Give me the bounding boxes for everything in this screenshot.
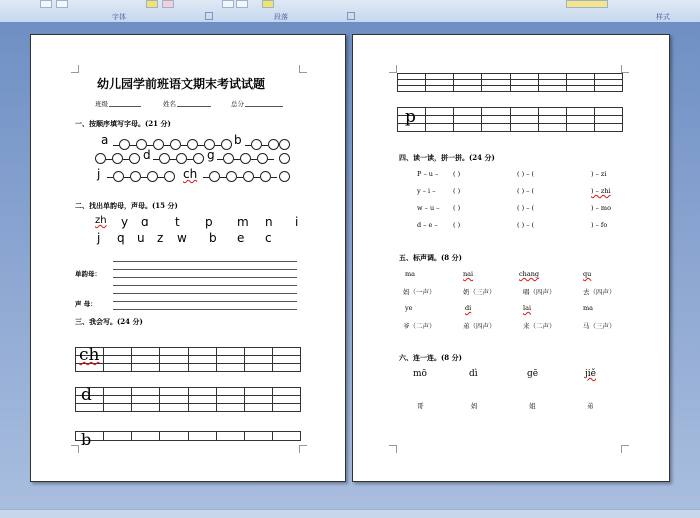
letter-j: j (97, 167, 101, 181)
crop-mark (299, 65, 307, 73)
answer-line[interactable] (113, 261, 297, 262)
match-char[interactable]: 妈 (471, 402, 478, 410)
blank-circle[interactable] (209, 171, 220, 182)
spell-row2-blank[interactable]: ( ) (453, 187, 461, 195)
letter-u: u (137, 231, 145, 245)
blank-circle[interactable] (164, 171, 175, 182)
writing-grid-ch[interactable] (75, 347, 301, 372)
tone-pinyin: nai (463, 270, 474, 278)
letter-g: g (207, 148, 215, 162)
section5-heading: 五、标声调。(8 分) (399, 253, 462, 262)
spell-row1-blank[interactable]: ( ) (453, 170, 461, 178)
tone-word: 马（三声） (583, 322, 616, 330)
spell-row3-blank[interactable]: ( ) (453, 204, 461, 212)
section2-heading: 二、找出单韵母，声母。(15 分) (75, 201, 178, 210)
crop-mark (621, 445, 629, 453)
tone-pinyin: chang (519, 270, 540, 278)
match-pinyin[interactable]: jiě (585, 369, 596, 379)
blank-circle[interactable] (243, 171, 254, 182)
align-center-button[interactable] (236, 0, 248, 8)
match-char[interactable]: 弟 (587, 402, 594, 410)
section3-heading: 三、我会写。(24 分) (75, 317, 143, 326)
grid-letter-p: p (405, 107, 416, 127)
class-blank[interactable] (109, 106, 141, 107)
blank-circle[interactable] (113, 171, 124, 182)
letter-q: q (117, 231, 125, 245)
match-pinyin[interactable]: dì (469, 369, 478, 379)
tone-word: 唱（四声） (523, 288, 556, 296)
letter-a: a (101, 133, 109, 147)
spell-row3-start: w – u – (417, 204, 440, 212)
blank-circle[interactable] (187, 139, 198, 150)
tone-pinyin: ye (405, 304, 413, 312)
spell-row3-mid[interactable]: ( ) – ( (517, 204, 535, 212)
style-gallery-item[interactable] (566, 0, 608, 8)
answer-line[interactable] (113, 293, 297, 294)
crop-mark (389, 65, 397, 73)
initial-zh: zh (95, 215, 107, 226)
tone-pinyin: di (465, 304, 472, 312)
paragraph-dialog-launcher-icon[interactable] (347, 12, 355, 20)
initials-label: 声 母： (75, 300, 97, 308)
blank-circle[interactable] (221, 139, 232, 150)
left-page (30, 34, 346, 482)
font-group-label: 字体 (112, 13, 126, 21)
grid-letter-d: d (81, 385, 92, 405)
blank-circle[interactable] (223, 153, 234, 164)
grid-letter-ch: ch (79, 345, 100, 365)
paragraph-group-label: 段落 (274, 13, 288, 21)
spell-row4-blank[interactable]: ( ) (453, 221, 461, 229)
connector (268, 159, 274, 160)
crop-mark (621, 65, 629, 73)
spell-row4-mid[interactable]: ( ) – ( (517, 221, 535, 229)
highlight-button[interactable] (146, 0, 158, 8)
letter-a-print: ɑ (141, 215, 149, 229)
blank-circle[interactable] (260, 171, 271, 182)
shading-button[interactable] (262, 0, 274, 8)
finals-label: 单韵母： (75, 270, 101, 278)
answer-line[interactable] (113, 301, 297, 302)
blank-circle[interactable] (257, 153, 268, 164)
styles-group-label: 样式 (656, 13, 670, 21)
writing-grid-b[interactable] (75, 431, 301, 441)
tone-word: 弟（四声） (463, 322, 496, 330)
spell-row2-mid[interactable]: ( ) – ( (517, 187, 535, 195)
page-title: 幼儿园学前班语文期末考试试题 (97, 77, 266, 91)
class-label: 班级 (95, 100, 108, 108)
bold-button[interactable] (40, 0, 52, 8)
grid-letter-b: b (81, 430, 92, 449)
connector (271, 177, 277, 178)
blank-circle[interactable] (279, 171, 290, 182)
spell-row1-end: ) – zi (591, 170, 607, 178)
writing-grid-top[interactable] (397, 73, 623, 92)
blank-circle[interactable] (129, 153, 140, 164)
blank-circle[interactable] (176, 153, 187, 164)
writing-grid-d[interactable] (75, 387, 301, 412)
letter-z: z (157, 231, 164, 245)
spell-row1-mid[interactable]: ( ) – ( (517, 170, 535, 178)
answer-line[interactable] (113, 269, 297, 270)
match-char[interactable]: 哥 (417, 402, 424, 410)
spell-row3-end: ) – mo (591, 204, 611, 212)
tone-pinyin: qu (583, 270, 592, 278)
spell-row4-start: d – e – (417, 221, 438, 229)
letter-e: e (237, 231, 245, 245)
crop-mark (71, 445, 79, 453)
letter-j: j (97, 231, 101, 245)
crop-mark (389, 445, 397, 453)
italic-button[interactable] (56, 0, 68, 8)
letter-p: p (205, 215, 213, 229)
crop-mark (299, 445, 307, 453)
crop-mark (71, 65, 79, 73)
section4-heading: 四、读一读，拼一拼。(24 分) (399, 153, 495, 162)
blank-circle[interactable] (147, 171, 158, 182)
blank-circle[interactable] (119, 139, 130, 150)
answer-line[interactable] (113, 309, 297, 310)
tone-pinyin: lai (523, 304, 532, 312)
name-blank[interactable] (177, 106, 211, 107)
tone-word: 奶（三声） (463, 288, 496, 296)
spell-row1-start: P – u – (417, 170, 439, 178)
tone-word: 爷（二声） (403, 322, 436, 330)
blank-circle[interactable] (159, 153, 170, 164)
answer-line[interactable] (113, 285, 297, 286)
spell-row2-end: ) – zhi (591, 187, 611, 195)
section6-heading: 六、连一连。(8 分) (399, 353, 462, 362)
font-dialog-launcher-icon[interactable] (205, 12, 213, 20)
letter-n: n (265, 215, 273, 229)
answer-line[interactable] (113, 277, 297, 278)
blank-circle[interactable] (268, 139, 279, 150)
letter-t: t (175, 215, 180, 229)
tone-pinyin: ma (583, 304, 594, 312)
letter-i: i (295, 215, 299, 229)
blank-circle[interactable] (193, 153, 204, 164)
blank-circle[interactable] (112, 153, 123, 164)
writing-grid-p[interactable] (397, 107, 623, 132)
ribbon (0, 0, 700, 23)
blank-circle[interactable] (95, 153, 106, 164)
blank-circle[interactable] (279, 139, 290, 150)
letter-b: b (234, 133, 242, 147)
letter-ch: ch (183, 167, 198, 181)
blank-circle[interactable] (170, 139, 181, 150)
letter-d: d (143, 148, 151, 162)
blank-circle[interactable] (251, 139, 262, 150)
spell-row4-end: ) – fo (591, 221, 608, 229)
font-color-button[interactable] (162, 0, 174, 8)
score-label: 总分 (231, 100, 244, 108)
blank-circle[interactable] (226, 171, 237, 182)
section1-heading: 一、按顺序填写字母。(21 分) (75, 119, 171, 128)
tone-word: 去（四声） (583, 288, 616, 296)
align-left-button[interactable] (222, 0, 234, 8)
blank-circle[interactable] (130, 171, 141, 182)
blank-circle[interactable] (279, 153, 290, 164)
letter-c: c (265, 231, 272, 245)
match-pinyin[interactable]: gē (527, 369, 539, 379)
tone-word: 妈（一声） (403, 288, 436, 296)
blank-circle[interactable] (240, 153, 251, 164)
tone-pinyin: ma (405, 270, 416, 278)
letter-m: m (237, 215, 249, 229)
match-pinyin[interactable]: mō (413, 369, 427, 379)
match-char[interactable]: 姐 (529, 402, 536, 410)
letter-y: y (121, 215, 129, 229)
right-page (352, 34, 670, 482)
tone-word: 来（二声） (523, 322, 556, 330)
score-blank[interactable] (245, 106, 283, 107)
blank-circle[interactable] (153, 139, 164, 150)
letter-w: w (177, 231, 187, 245)
spell-row2-start: y – i – (417, 187, 436, 195)
letter-b: b (209, 231, 217, 245)
name-label: 姓名 (163, 100, 176, 108)
